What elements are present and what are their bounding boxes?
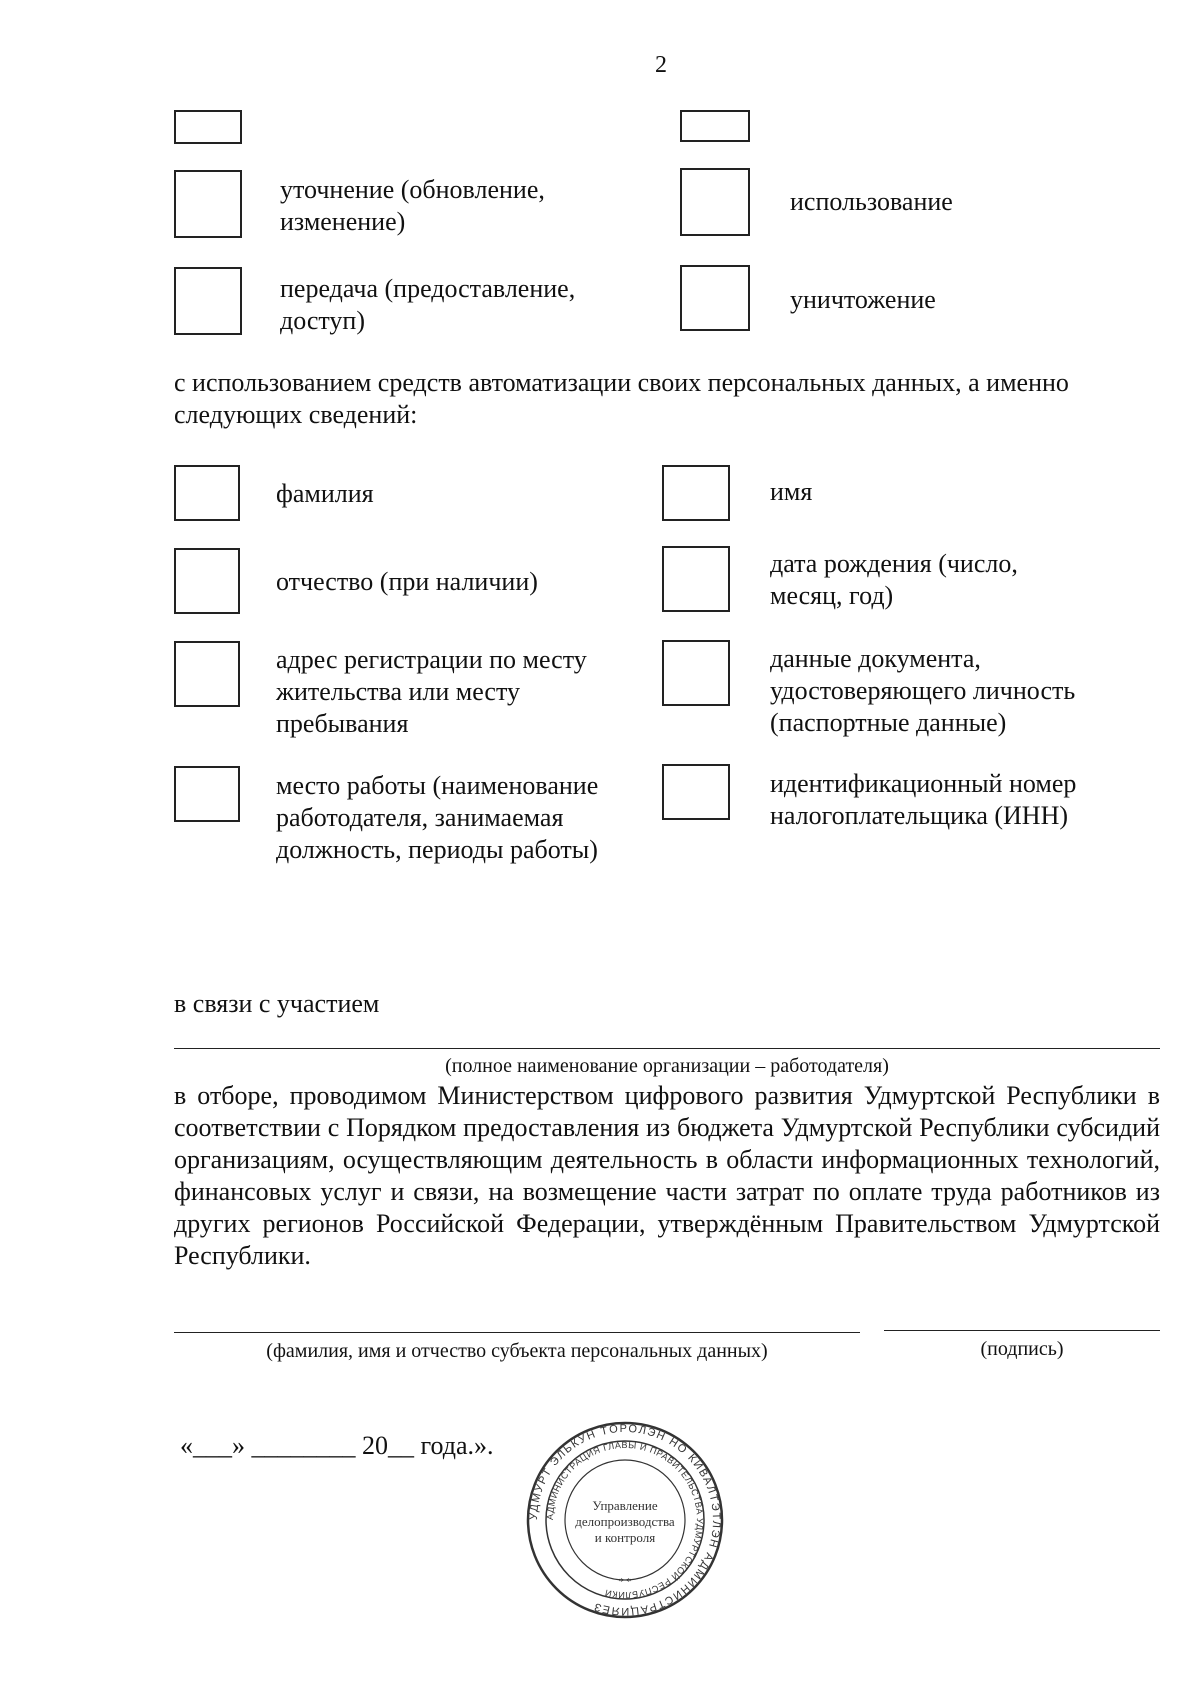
signature-line bbox=[884, 1330, 1160, 1331]
official-stamp-icon bbox=[525, 1420, 725, 1620]
label-birth-date: дата рождения (число, месяц, год) bbox=[770, 549, 1018, 610]
label-transfer: передача (предоставление, доступ) bbox=[280, 274, 576, 335]
svg-text:* *: * * bbox=[618, 1577, 632, 1588]
checkbox-patronymic[interactable] bbox=[174, 548, 240, 614]
intro-paragraph: с использованием средств автоматизации своих персональных данных, а именно следующих сведений: bbox=[174, 368, 1069, 429]
checkbox-name[interactable] bbox=[662, 465, 730, 521]
fio-line bbox=[174, 1332, 860, 1333]
label-name: имя bbox=[770, 477, 813, 506]
stamp-inner-text: АДМИНИСТРАЦИЯ ГЛАВЫ И ПРАВИТЕЛЬСТВА УДМУРТСКОЙ РЕСПУБЛИКИ bbox=[544, 1439, 706, 1601]
checkbox-inn[interactable] bbox=[662, 764, 730, 820]
checkbox-top-left[interactable] bbox=[174, 110, 242, 144]
organization-line bbox=[174, 1048, 1160, 1049]
label-surname: фамилия bbox=[276, 479, 374, 508]
date-line: «___» ________ 20__ года.». bbox=[180, 1431, 494, 1460]
label-inn: идентификационный номер налогоплательщика (ИНН) bbox=[770, 769, 1077, 830]
checkbox-address[interactable] bbox=[174, 641, 240, 707]
fio-caption: (фамилия, имя и отчество субъекта персональных данных) bbox=[266, 1340, 768, 1362]
participation-text: в связи с участием bbox=[174, 989, 380, 1018]
checkbox-top-right[interactable] bbox=[680, 110, 750, 142]
label-usage: использование bbox=[790, 187, 953, 216]
label-workplace: место работы (наименование работодателя, занимаемая должность, периоды работы) bbox=[276, 771, 599, 864]
label-address: адрес регистрации по месту жительства или месту пребывания bbox=[276, 645, 587, 738]
checkbox-clarification[interactable] bbox=[174, 170, 242, 238]
label-clarification: уточнение (обновление, изменение) bbox=[280, 175, 545, 236]
page-number: 2 bbox=[655, 52, 667, 78]
checkbox-workplace[interactable] bbox=[174, 766, 240, 822]
checkbox-transfer[interactable] bbox=[174, 267, 242, 335]
checkbox-usage[interactable] bbox=[680, 168, 750, 236]
signature-caption: (подпись) bbox=[980, 1338, 1064, 1360]
checkbox-surname[interactable] bbox=[174, 465, 240, 521]
checkbox-destruction[interactable] bbox=[680, 265, 750, 331]
label-passport: данные документа, удостоверяющего личность (паспортные данные) bbox=[770, 644, 1076, 737]
stamp-outer-text: УДМУРТ ЭЛЬКУН ТӦРОЛЭН НО КИВАЛТЭТЛЭН АДМИНИСТРАЦИЯЕЗ bbox=[527, 1422, 723, 1618]
stamp-center-2: делопроизводства bbox=[575, 1514, 675, 1529]
stamp-center-1: Управление bbox=[592, 1498, 658, 1513]
main-paragraph: в отборе, проводимом Министерством цифрового развития Удмуртской Республики в соответствии с Порядком предоставления из бюджета Удмуртской Республики субсидий организациям, осуществляющим деятельность в области информационных технологий, финансовых услуг и связи, на возмещение части затрат по оплате труда работников из других регионов Российской Федерации, утверждённым Правительством Удмуртской Республики. bbox=[174, 1081, 1160, 1270]
checkbox-birth-date[interactable] bbox=[662, 546, 730, 612]
checkbox-passport[interactable] bbox=[662, 640, 730, 706]
stamp-center-3: и контроля bbox=[594, 1530, 656, 1545]
label-destruction: уничтожение bbox=[790, 285, 936, 314]
organization-caption: (полное наименование организации – работодателя) bbox=[445, 1055, 889, 1077]
label-patronymic: отчество (при наличии) bbox=[276, 567, 538, 596]
